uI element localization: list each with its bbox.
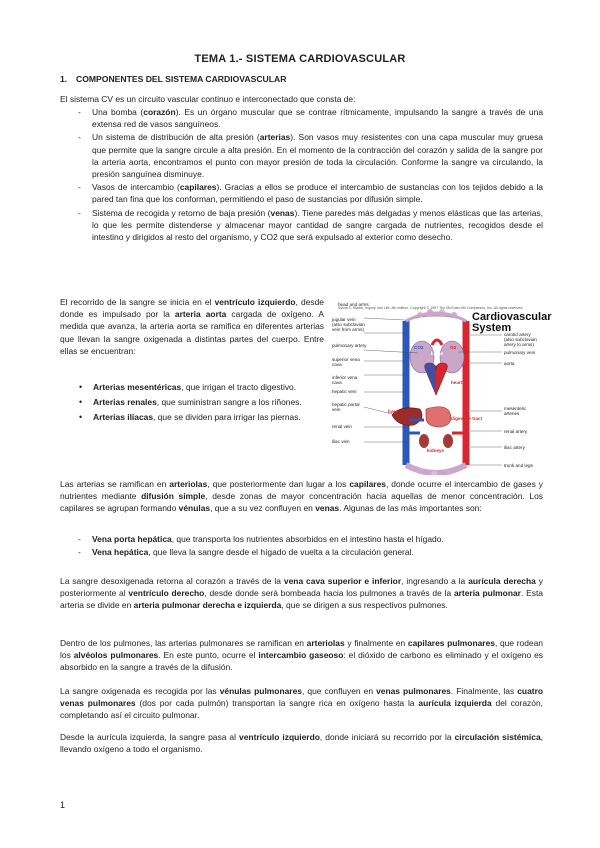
figure-label: mesenteric [504,406,527,411]
veins-list [60,533,543,559]
figure-label: arteries [504,411,520,416]
list-item: - Un sistema de distribución de alta presión (arterias). Son vasos muy resistentes con una capa muscular muy gruesa que permite que la sangre circule a alta presión. En el momento de la contracción del corazón y salida de la sangre por la arteria aorta, encontramos el punto con mayor presión de toda la circulación. Conforme la sangre va circulando, la presión sanguínea disminuye. [60,131,543,180]
section-heading [60,74,287,84]
figure-credit: Sylvia S. Mader, Inquiry Into Life, 8th edition. Copyright © 1997 The McGraw-Hill Companies, Inc. All rights reserved. [338,306,524,310]
list-item: - Sistema de recogida y retorno de baja presión (venas). Tiene paredes más delgadas y menos elásticas que las arterias, lo que les permite distenderse y almacenar mayor cantidad de sangre cargada de nutrientes, recogidos desde el intestino y dirigidos al resto del organismo, y CO2 que será expulsado al exterior como desecho. [60,207,543,244]
figure-label: liver [388,409,398,414]
page-number: 1 [60,800,66,810]
figure-label: lungs [431,351,444,356]
figure-label: heart [451,380,463,385]
components-list [60,106,543,244]
list-item: - Vasos de intercambio (capilares). Gracias a ellos se produce el intercambio de sustancias con los tejidos debido a la pared tan fina que los conforman, permitiendo el paso de sustancias por difusión simple. [60,181,543,205]
figure-label: vein from arms) [332,327,364,332]
figure-label: digestive tract [451,416,483,421]
figure-label: hepatic portal [332,402,360,407]
list-item: • Arterias renales, que suministran sangre a los riñones. [60,396,323,408]
figure-label: vein [332,407,341,412]
list-item: • Arterias mesentéricas, que irrigan el tracto digestivo. [60,381,323,393]
oxigenada-paragraph: La sangre oxigenada es recogida por las vénulas pulmonares, que confluyen en venas pulmonares. Finalmente, las cuatro venas pulmonares (dos por cada pulmón) transportan la sangre rica en oxígeno hasta la aurícula izquierda del corazón, completando así el circuito pulmonar. [60,686,544,721]
intro-paragraph: El sistema CV es un circuito vascular continuo e interconectado que consta de: [60,94,356,104]
retorno-paragraph: La sangre desoxigenada retorna al corazón a través de la vena cava superior e inferior, ingresando a la aurícula derecha y posteriormente al ventrículo derecho, desde donde será bombeada hacia los pulmones a través de la arteria pulmonar. Esta arteria se divide en arteria pulmonar derecha e izquierda, que se dirigen a sus respectivos pulmones. [60,576,543,611]
figure-label: superior vena [332,357,360,362]
figure-label: hepatic vein [332,389,357,394]
figure-label: kidneys [427,448,445,453]
arteriolas-paragraph: Las arterias se ramifican en arteriolas, que posteriormente dan lugar a los capilares, donde ocurre el intercambio de gases y nutrientes mediante difusión simple, desde zonas de mayor concentración hacia aquellas de menor concentración. Los capilares se agrupan formando vénulas, que a su vez confluyen en venas. Algunas de las más importantes son: [60,479,544,514]
figure-label: pulmonary vein [504,350,536,355]
figure-label: carotid artery [504,332,531,337]
figure-label: renal artery [504,429,528,434]
figure-label: artery to arms) [504,342,534,347]
list-item: - Una bomba (corazón). Es un órgano muscular que se contrae rítmicamente, impulsando la sangre a través de una extensa red de vasos sanguíneos. [60,106,543,130]
sistemica-paragraph: Desde la aurícula izquierda, la sangre pasa al ventrículo izquierdo, donde iniciará su recorrido por la circulación sistémica, llevando oxígeno a todo el organismo. [60,732,544,755]
list-item: • Arterias ilíacas, que se dividen para irrigar las piernas. [60,411,323,423]
figure-label: head and arms [338,302,369,307]
figure-label: pulmonary artery [332,343,367,348]
figure-label: cava [332,362,342,367]
figure-label: inferior vena [332,375,358,380]
figure-label: aorta [504,361,515,366]
figure-label: (also subclavian [504,337,537,342]
figure-label: cava [332,380,342,385]
section-title: COMPONENTES DEL SISTEMA CARDIOVASCULAR [76,74,287,84]
section-number: 1. [60,74,68,84]
figure-label: renal vein [332,424,352,429]
kidney-left [419,434,429,448]
page-title: TEMA 1.- SISTEMA CARDIOVASCULAR [194,53,406,65]
figure-label: O2 [450,345,457,350]
digestive-tract-shape [426,407,451,427]
list-item: - Vena porta hepática, que transporta los nutrientes absorbidos en el intestino hasta el hígado. [60,533,543,545]
figure-label: jugular vein [332,317,356,322]
cardiovascular-diagram [330,302,552,475]
figure-label: (also subclavian [332,322,365,327]
figure-label: trunk and legs [504,463,533,468]
figure-label: CO2 [414,345,424,350]
figure-label: iliac vein [332,439,350,444]
pulmones-paragraph: Dentro de los pulmones, las arterias pulmonares se ramifican en arteriolas y finalmente en capilares pulmonares, que rodean los alvéolos pulmonares. En este punto, ocurre el intercambio gaseoso: el dióxido de carbono es eliminado y el oxígeno es absorbido en la sangre a través de la difusión. [60,638,544,673]
figure-title: Cardiovascular System [472,311,552,334]
figure-label: iliac artery [504,445,525,450]
recorrido-paragraph: El recorrido de la sangre se inicia en el ventrículo izquierdo, desde donde es impulsado por la arteria aorta cargada de oxígeno. A medida que avanza, la arteria aorta se ramifica en diferentes arterias que llevan la sangre oxigenada a distintas partes del cuerpo. Entre ellas se encuentran: [60,297,324,356]
list-item: - Vena hepática, que lleva la sangre desde el hígado de vuelta a la circulación general. [60,546,543,558]
kidney-right [443,434,453,448]
arteries-list [60,381,323,427]
